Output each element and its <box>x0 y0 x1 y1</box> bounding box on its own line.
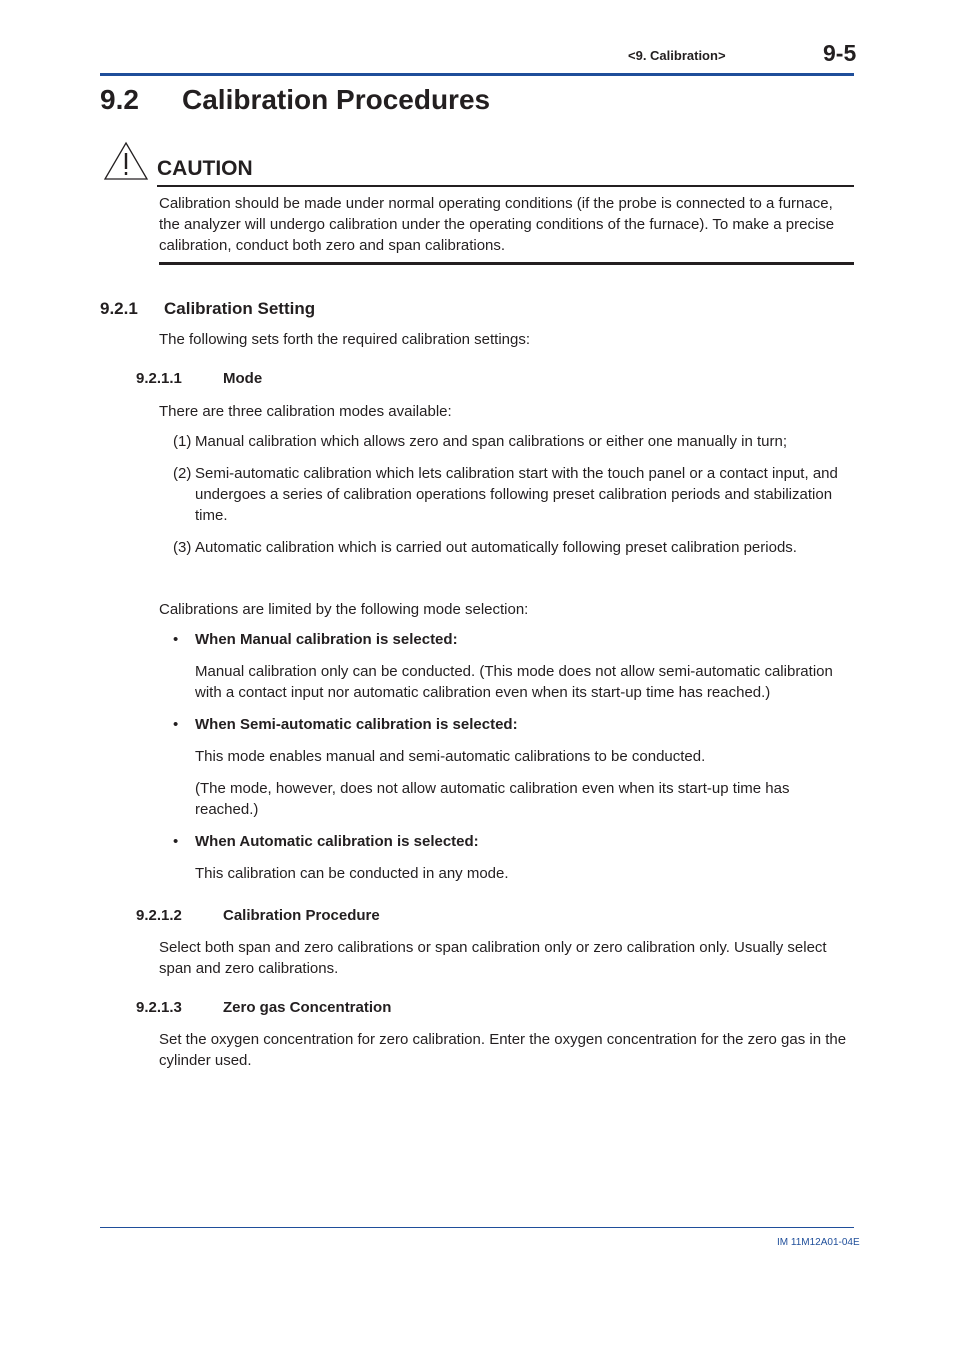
procedure-number: 9.2.1.2 <box>136 907 182 924</box>
mode-title: Mode <box>223 370 263 387</box>
subsection-intro: The following sets forth the required calibration settings: <box>159 331 531 348</box>
bullet-mark: • <box>173 716 179 733</box>
bullet-paragraph: This mode enables manual and semi-automatic calibrations to be conducted. <box>195 748 706 765</box>
procedure-text: Select both span and zero calibrations or span calibration only or zero calibration only. Usually select span and zero calibrations. <box>159 939 827 977</box>
zero-gas-text: Set the oxygen concentration for zero calibration. Enter the oxygen concentration for the zero gas in the cylinder used. <box>159 1031 847 1069</box>
warning-triangle-icon <box>103 141 149 181</box>
mode-item-number: (3) <box>173 539 192 556</box>
bullet-mark: • <box>173 833 179 850</box>
subsection-title: Calibration Setting <box>164 299 316 318</box>
caution-bottom-rule <box>159 262 854 265</box>
caution-top-rule <box>157 185 854 187</box>
bullet-mark: • <box>173 631 179 648</box>
header-page-number: 9-5 <box>823 40 857 66</box>
footer-document-id: IM 11M12A01-04E <box>777 1237 860 1248</box>
subsection-number: 9.2.1 <box>100 299 138 318</box>
mode-item-text: Automatic calibration which is carried out automatically following preset calibration periods. <box>195 539 797 556</box>
mode-item-number: (2) <box>173 465 192 482</box>
header-rule <box>100 73 854 76</box>
bullet-paragraph: Manual calibration only can be conducted. (This mode does not allow semi-automatic calibration with a contact input nor automatic calibration even when its start-up time has reached.) <box>195 663 833 701</box>
bullet-heading: When Semi-automatic calibration is selected: <box>195 716 518 733</box>
bullet-paragraph: (The mode, however, does not allow automatic calibration even when its start-up time has reached.) <box>195 780 790 818</box>
zero-gas-title: Zero gas Concentration <box>223 999 392 1016</box>
bullet-heading: When Manual calibration is selected: <box>195 631 458 648</box>
zero-gas-number: 9.2.1.3 <box>136 999 182 1016</box>
mode-item-text: Semi-automatic calibration which lets calibration start with the touch panel or a contact input, and undergoes a series of calibration operations following preset calibration periods and stabilization time. <box>195 465 838 524</box>
section-title: Calibration Procedures <box>182 84 491 115</box>
footer-rule <box>100 1227 854 1228</box>
caution-title: CAUTION <box>157 157 253 180</box>
bullet-heading: When Automatic calibration is selected: <box>195 833 479 850</box>
mode-number: 9.2.1.1 <box>136 370 182 387</box>
section-number: 9.2 <box>100 84 139 115</box>
caution-body: Calibration should be made under normal operating conditions (if the probe is connected to a furnace, the analyzer will undergo calibration under the operating conditions of the furnace). To make a precise calibration, conduct both zero and span calibrations. <box>159 195 835 254</box>
mode-item-text: Manual calibration which allows zero and span calibrations or either one manually in turn; <box>195 433 787 450</box>
bullet-paragraph: This calibration can be conducted in any mode. <box>195 865 509 882</box>
mode-intro: There are three calibration modes available: <box>159 403 452 420</box>
procedure-title: Calibration Procedure <box>223 907 380 924</box>
header-chapter-label: <9. Calibration> <box>628 48 726 63</box>
mode-item-number: (1) <box>173 433 192 450</box>
mode-limits-intro: Calibrations are limited by the following mode selection: <box>159 601 529 618</box>
